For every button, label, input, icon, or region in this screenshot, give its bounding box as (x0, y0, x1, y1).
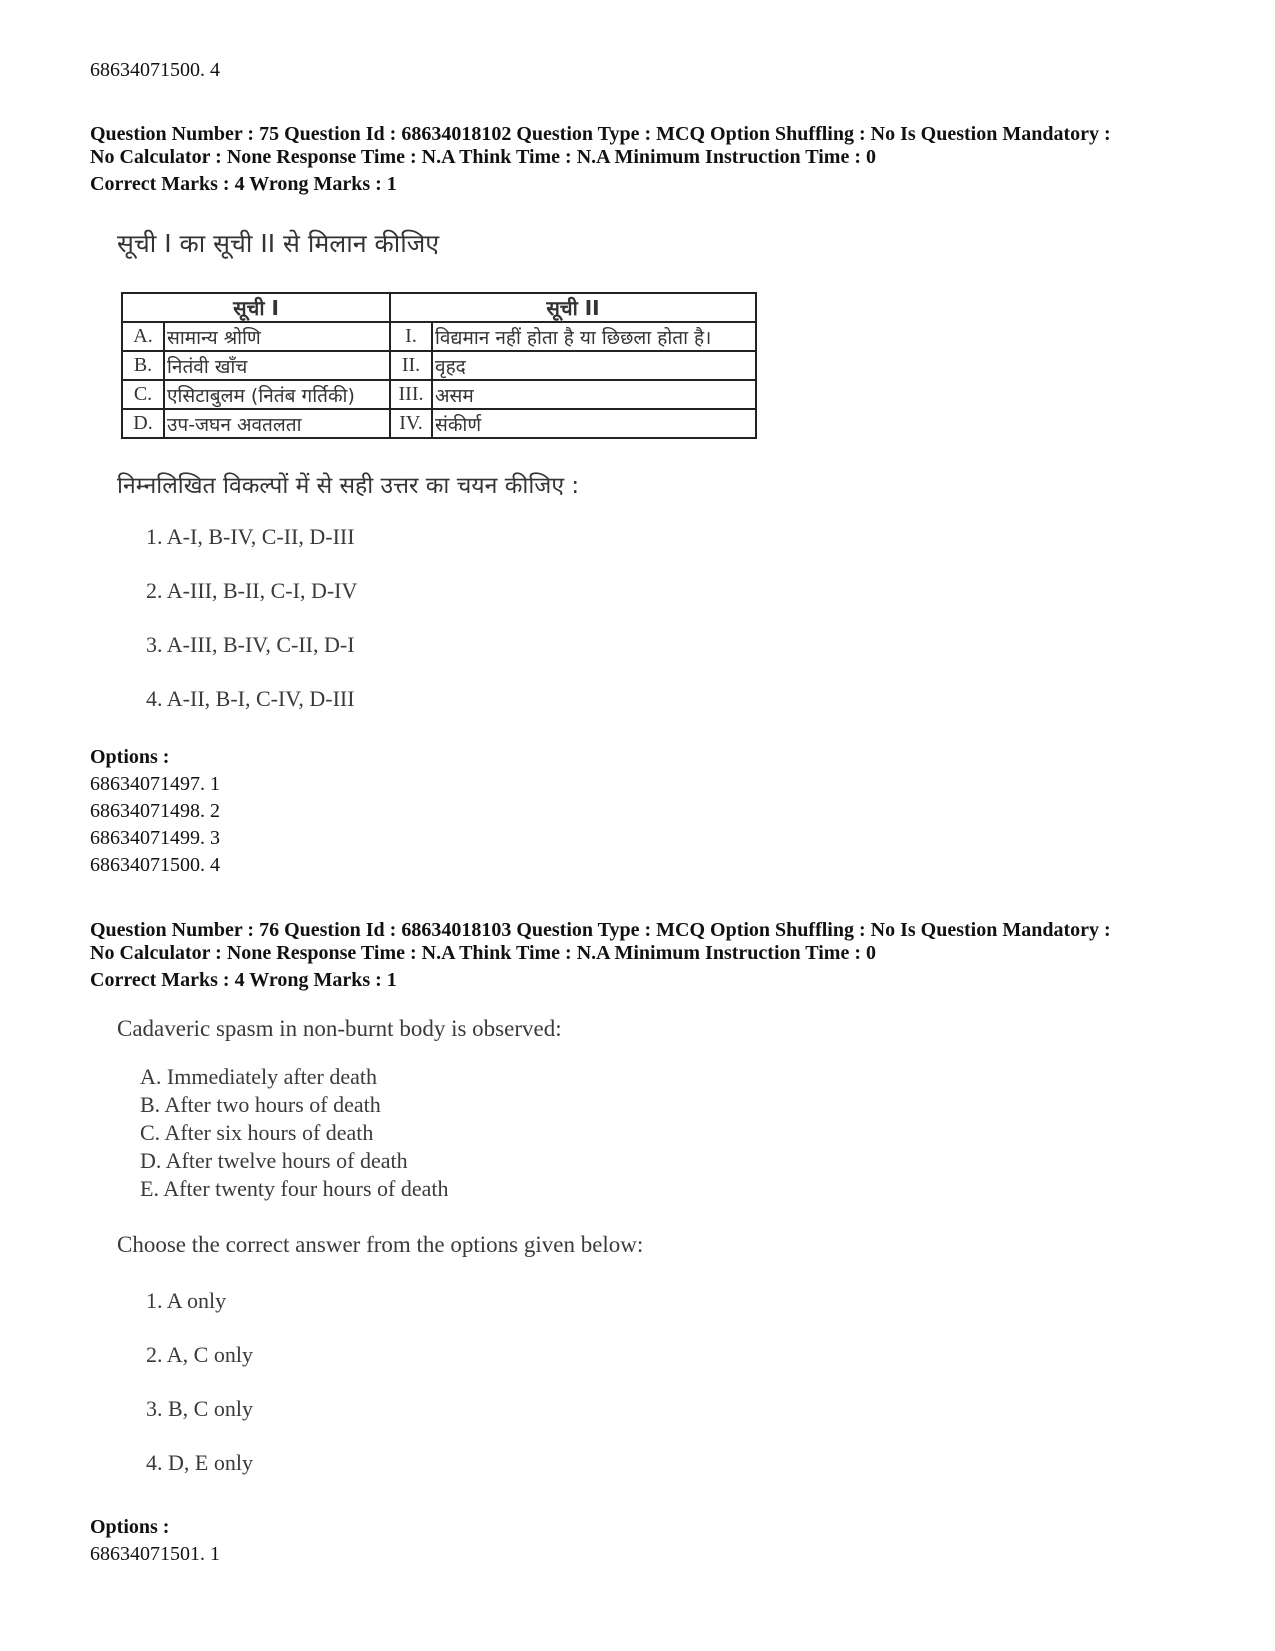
option-line: 68634071497. 1 (90, 773, 220, 795)
q75-choice-1: 1. A-I, B-IV, C-II, D-III (146, 524, 355, 549)
q75-header-line1: Question Number : 75 Question Id : 68634018102 Question Type : MCQ Option Shuffling : No Is Question Mandatory : (90, 123, 1111, 145)
row-label-left: B. (122, 351, 164, 380)
row-label-right: IV. (390, 409, 432, 438)
table-row (122, 351, 756, 380)
row-label-left: C. (122, 380, 164, 409)
q75-marks: Correct Marks : 4 Wrong Marks : 1 (90, 173, 397, 195)
q75-instruction: सूची I का सूची II से मिलान कीजिए (117, 229, 440, 258)
table-row (122, 380, 756, 409)
row-text-right: विद्यमान नहीं होता है या छिछला होता है। (432, 322, 756, 351)
option-line: 68634071498. 2 (90, 800, 220, 822)
row-label-right: II. (390, 351, 432, 380)
q76-choose-prompt: Choose the correct answer from the options given below: (117, 1232, 644, 1257)
q75-choice-4: 4. A-II, B-I, C-IV, D-III (146, 686, 355, 711)
row-label-right: III. (390, 380, 432, 409)
q76-statement: D. After twelve hours of death (140, 1148, 408, 1173)
q76-statement: E. After twenty four hours of death (140, 1176, 449, 1201)
row-label-left: A. (122, 322, 164, 351)
row-label-left: D. (122, 409, 164, 438)
q76-statement: C. After six hours of death (140, 1120, 374, 1145)
option-line: 68634071500. 4 (90, 59, 220, 81)
row-text-left: सामान्य श्रोणि (164, 322, 390, 351)
row-text-left: उप-जघन अवतलता (164, 409, 390, 438)
q76-choice-4: 4. D, E only (146, 1450, 253, 1475)
row-text-right: वृहद (432, 351, 756, 380)
table-row (122, 322, 756, 351)
q76-marks: Correct Marks : 4 Wrong Marks : 1 (90, 969, 397, 991)
option-line: 68634071501. 1 (90, 1543, 220, 1565)
row-text-left: नितंवी खाँच (164, 351, 390, 380)
q76-statement: A. Immediately after death (140, 1064, 378, 1089)
match-table (121, 292, 757, 439)
q76-header-line1: Question Number : 76 Question Id : 68634018103 Question Type : MCQ Option Shuffling : No Is Question Mandatory : (90, 919, 1111, 941)
q76-statement: B. After two hours of death (140, 1092, 381, 1117)
q75-choice-2: 2. A-III, B-II, C-I, D-IV (146, 578, 358, 603)
row-text-right: संकीर्ण (432, 409, 756, 438)
q76-header-line2: No Calculator : None Response Time : N.A Think Time : N.A Minimum Instruction Time : 0 (90, 942, 876, 964)
table-row (122, 409, 756, 438)
match-table-header (122, 293, 756, 322)
list-1-header: सूची I (122, 293, 390, 322)
q76-choice-2: 2. A, C only (146, 1342, 253, 1367)
option-line: 68634071499. 3 (90, 827, 220, 849)
row-text-right: असम (432, 380, 756, 409)
q75-options-label: Options : (90, 746, 170, 768)
q75-choice-3: 3. A-III, B-IV, C-II, D-I (146, 632, 355, 657)
q75-choose-prompt: निम्नलिखित विकल्पों में से सही उत्तर का चयन कीजिए : (117, 473, 580, 499)
row-label-right: I. (390, 322, 432, 351)
q76-options-label: Options : (90, 1516, 170, 1538)
option-line: 68634071500. 4 (90, 854, 220, 876)
list-2-header: सूची II (390, 293, 756, 322)
q76-choice-3: 3. B, C only (146, 1396, 253, 1421)
q76-question: Cadaveric spasm in non-burnt body is observed: (117, 1016, 562, 1041)
row-text-left: एसिटाबुलम (नितंब गर्तिकी) (164, 380, 390, 409)
q76-choice-1: 1. A only (146, 1288, 227, 1313)
q75-header-line2: No Calculator : None Response Time : N.A Think Time : N.A Minimum Instruction Time : 0 (90, 146, 876, 168)
